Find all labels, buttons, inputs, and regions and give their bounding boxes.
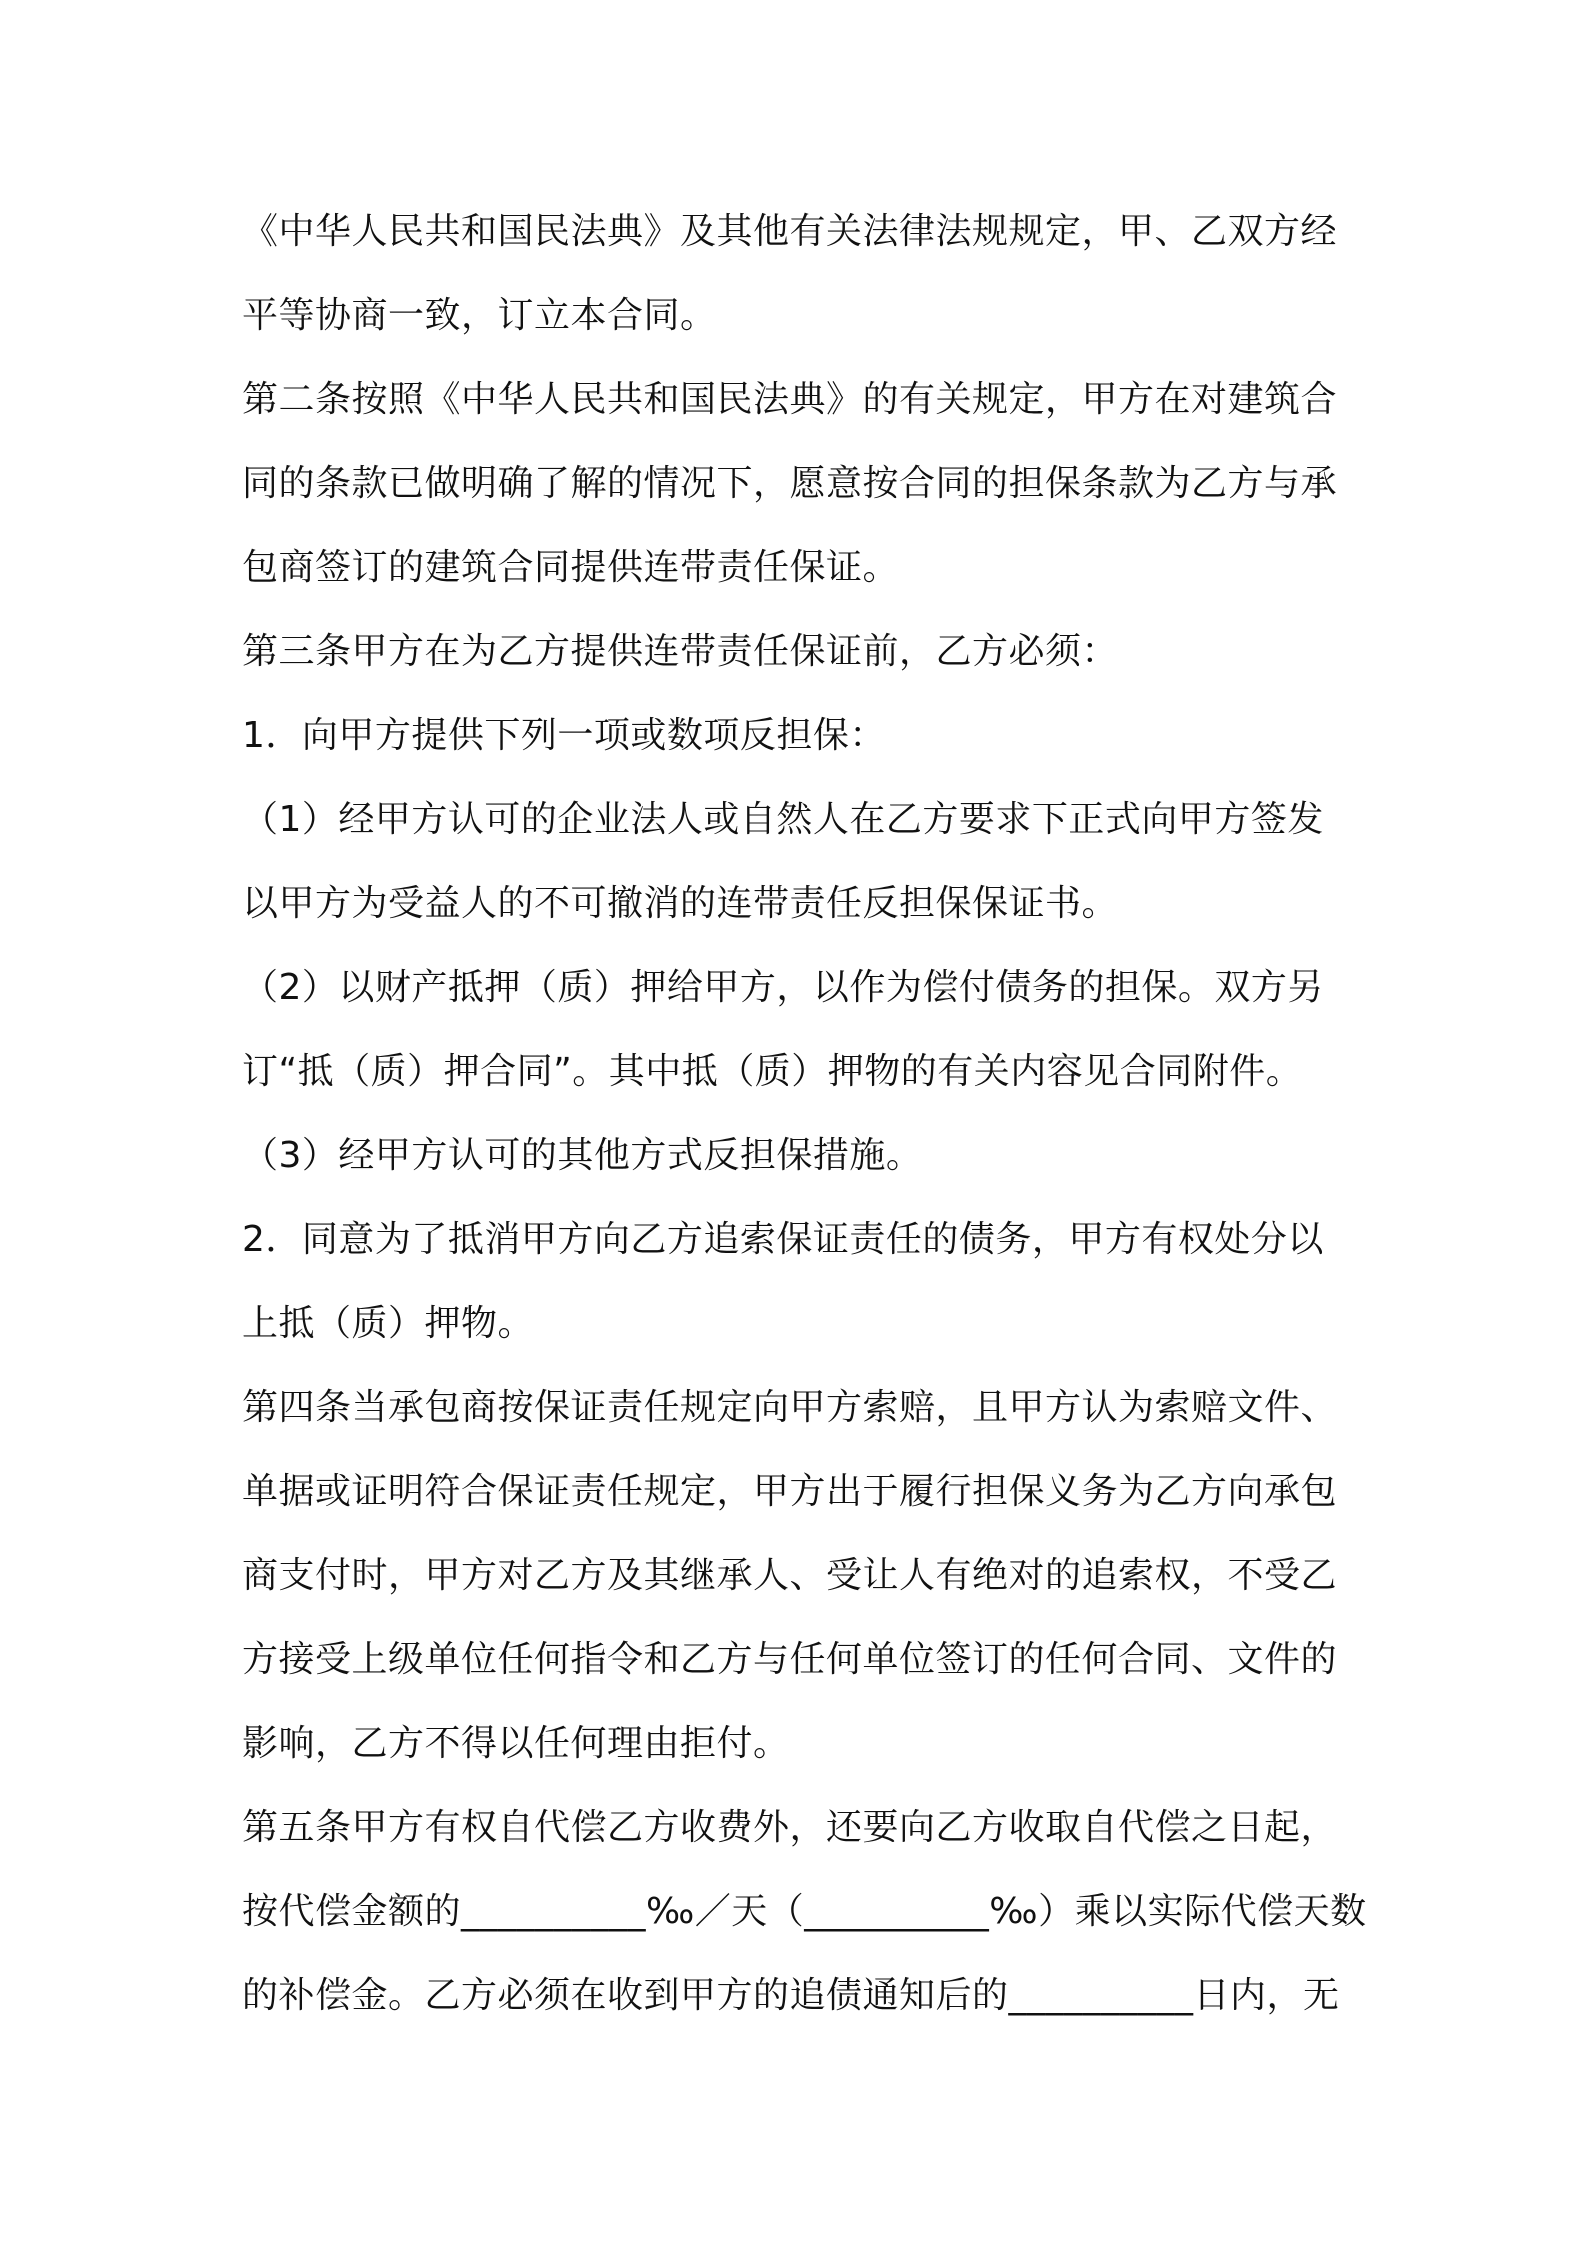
- text-line: 的补偿金。乙方必须在收到甲方的追债通知后的__________日内，无: [242, 1975, 1340, 2016]
- text-line: 以甲方为受益人的不可撤消的连带责任反担保保证书。: [242, 883, 1119, 924]
- text-line: （3）经甲方认可的其他方式反担保措施。: [242, 1135, 923, 1176]
- text-line: 包商签订的建筑合同提供连带责任保证。: [242, 547, 900, 588]
- text-line: （1）经甲方认可的企业法人或自然人在乙方要求下正式向甲方签发: [242, 799, 1324, 840]
- text-line: 同的条款已做明确了解的情况下，愿意按合同的担保条款为乙方与承: [242, 463, 1338, 504]
- text-line: 第二条按照《中华人民共和国民法典》的有关规定，甲方在对建筑合: [242, 379, 1338, 420]
- text-line: 商支付时，甲方对乙方及其继承人、受让人有绝对的追索权，不受乙: [242, 1555, 1338, 1596]
- text-line: 2．同意为了抵消甲方向乙方追索保证责任的债务，甲方有权处分以: [242, 1219, 1324, 1260]
- text-line: 影响，乙方不得以任何理由拒付。: [242, 1723, 790, 1764]
- text-line: （2）以财产抵押（质）押给甲方，以作为偿付债务的担保。双方另: [242, 967, 1324, 1008]
- text-line: 第四条当承包商按保证责任规定向甲方索赔，且甲方认为索赔文件、: [242, 1387, 1338, 1428]
- text-line: 《中华人民共和国民法典》及其他有关法律法规规定，甲、乙双方经: [242, 211, 1338, 252]
- text-line: 单据或证明符合保证责任规定，甲方出于履行担保义务为乙方向承包: [242, 1471, 1338, 1512]
- text-line: 1．向甲方提供下列一项或数项反担保：: [242, 715, 886, 756]
- text-line: 平等协商一致，订立本合同。: [242, 295, 717, 336]
- text-line: 按代偿金额的__________‰／天（__________‰）乘以实际代偿天数: [242, 1891, 1367, 1932]
- text-line: 订“抵（质）押合同”。其中抵（质）押物的有关内容见合同附件。: [242, 1051, 1303, 1092]
- text-line: 第五条甲方有权自代偿乙方收费外，还要向乙方收取自代偿之日起，: [242, 1807, 1338, 1848]
- text-line: 上抵（质）押物。: [242, 1303, 535, 1344]
- document-body: [242, 190, 1367, 2038]
- text-line: 第三条甲方在为乙方提供连带责任保证前，乙方必须：: [242, 631, 1119, 672]
- text-line: 方接受上级单位任何指令和乙方与任何单位签订的任何合同、文件的: [242, 1639, 1338, 1680]
